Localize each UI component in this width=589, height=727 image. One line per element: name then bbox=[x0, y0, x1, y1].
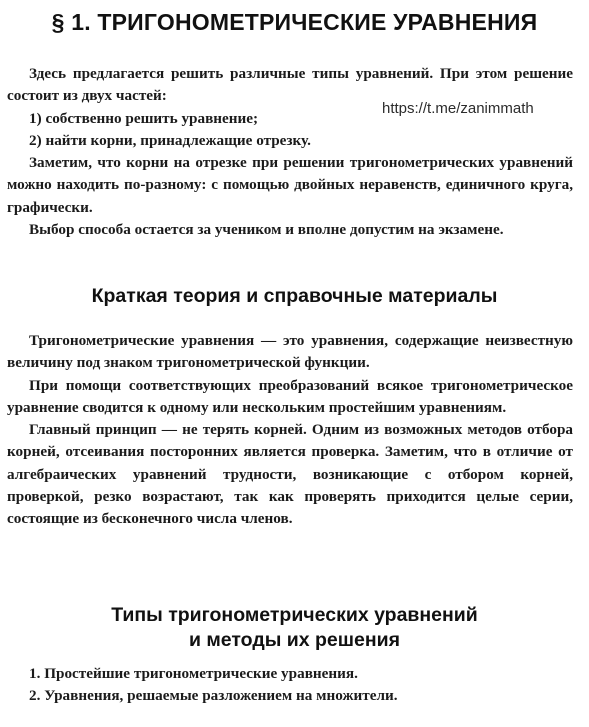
section-title: § 1. ТРИГОНОМЕТРИЧЕСКИЕ УРАВНЕНИЯ bbox=[51, 9, 538, 35]
theory-paragraph: При помощи соответствующих преобразований всякое тригонометрическое уравнение сводится к одному или нескольким простейшим уравнениям. bbox=[7, 376, 573, 416]
watermark-link: https://t.me/zanimmath bbox=[382, 100, 534, 117]
types-title-line: и методы их решения bbox=[188, 629, 401, 651]
theory-title: Краткая теория и справочные материалы bbox=[91, 285, 498, 307]
intro-list-item: 2) найти корни, принадлежащие отрезку. bbox=[29, 131, 311, 149]
intro-paragraph: Заметим, что корни на отрезке при решении тригонометрических уравнений можно находить по-разному: с помощью двойных неравенств, единичного круга, графически. bbox=[7, 154, 573, 216]
intro-paragraph: Здесь предлагается решить различные типы уравнений. При этом решение состоит из двух частей: bbox=[7, 65, 573, 105]
theory-paragraph: Главный принцип — не терять корней. Одним из возможных методов отбора корней, отсеивания посторонних является проверка. Заметим, что в отличие от алгебраических уравнений трудности, возникающие с отбором корней, проверкой, резко возрастают, так как проверять приходится целые серии, состоящие из бесконечного числа членов. bbox=[7, 421, 573, 528]
intro-paragraph: Выбор способа остается за учеником и вполне допустим на экзамене. bbox=[29, 221, 504, 239]
types-title bbox=[0, 603, 589, 653]
types-list bbox=[7, 663, 573, 708]
types-list-item: 1. Простейшие тригонометрические уравнения. bbox=[29, 665, 358, 682]
types-list-item: 2. Уравнения, решаемые разложением на множители. bbox=[29, 687, 398, 705]
intro-block bbox=[7, 63, 573, 241]
theory-block bbox=[7, 330, 573, 531]
theory-paragraph: Тригонометрические уравнения — это уравнения, содержащие неизвестную величину под знаком тригонометрической функции. bbox=[7, 332, 573, 372]
intro-list-item: 1) собственно решить уравнение; bbox=[29, 109, 259, 127]
types-title-line: Типы тригонометрических уравнений bbox=[111, 604, 478, 626]
